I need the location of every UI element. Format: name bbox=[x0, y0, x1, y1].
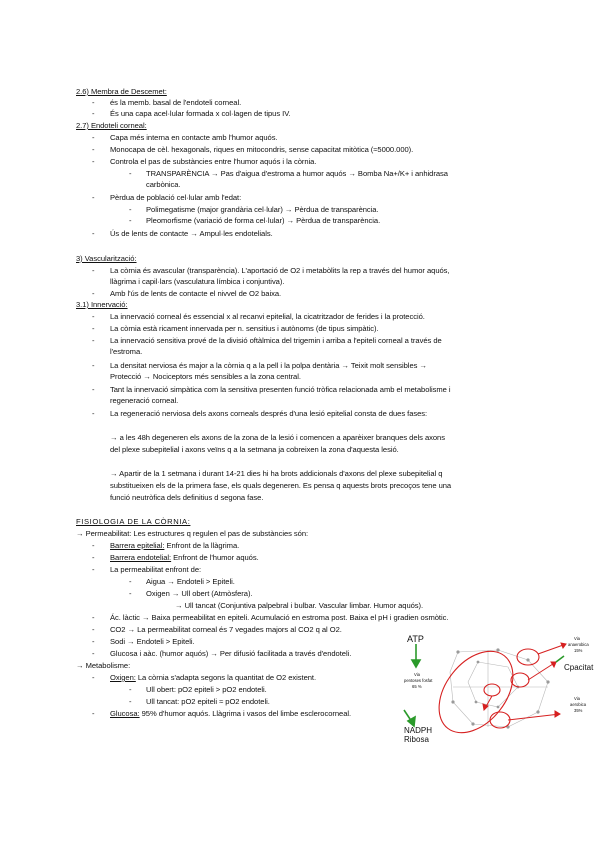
annotation-ellipse-top bbox=[517, 649, 539, 665]
list-item bbox=[110, 541, 239, 550]
list-item: - És una capa acel·lular formada x col·lagen de tipus IV. bbox=[110, 109, 291, 118]
list-item bbox=[110, 553, 259, 562]
paragraph-line: del plexe subepitelial i axons veïns q a la setmana ja cobreixen la zona d'aquesta lesió. bbox=[110, 445, 399, 454]
term: Barrera epitelial: bbox=[110, 541, 165, 550]
list-item: - TRANSPARÈNCIA → Pas d'aigua d'estroma a humor aquós → Bomba Na+/K+ i anhidrasa bbox=[146, 169, 448, 178]
list-item: - Ull obert: pO2 epiteli > pO2 endoteli. bbox=[146, 685, 267, 694]
term: Glucosa: bbox=[110, 709, 140, 718]
definition: 95% d'humor aquós. Llàgrima i vasos del limbe esclerocorneal. bbox=[139, 709, 352, 718]
label-anaerobica: anaerobica bbox=[568, 642, 589, 647]
term: Oxigen: bbox=[110, 673, 136, 682]
list-item: - Sodi → Endoteli > Epiteli. bbox=[110, 637, 195, 646]
list-item-cont: carbònica. bbox=[146, 180, 181, 189]
heading-innervacio: 3.1) Innervació: bbox=[76, 300, 128, 309]
annotation-ellipse-small bbox=[484, 684, 500, 696]
heading-fisiologia: FISIOLOGIA DE LA CÒRNIA: bbox=[76, 517, 191, 526]
paragraph-line: → a les 48h degeneren els axons de la zona de la lesió i comencen a aparèixer branques dels axons bbox=[110, 433, 445, 442]
list-item: - La còrnia és avascular (transparència). L'aportació de O2 i metabòlits la rep a través del humor aquós, bbox=[110, 266, 449, 275]
metabolisme-heading: → Metabolisme: bbox=[76, 661, 131, 670]
list-item: - La permeabilitat enfront de: bbox=[110, 565, 201, 574]
label-aerobica: aerobica bbox=[570, 702, 587, 707]
list-item: - Amb l'ús de lents de contacte el nivvel de O2 baixa. bbox=[110, 289, 281, 298]
permeabilitat-intro: → Permeabilitat: Les estructures q regulen el pas de substàncies són: bbox=[76, 529, 309, 538]
list-item: - Aigua → Endoteli > Epiteli. bbox=[146, 577, 235, 586]
definition: Enfront de la llàgrima. bbox=[164, 541, 240, 550]
definition: La còrnia s'adapta segons la quantitat de O2 existent. bbox=[135, 673, 317, 682]
metabolism-diagram bbox=[388, 632, 598, 742]
list-item: - CO2 → La permeabilitat corneal és 7 vegades majors al CO2 q al O2. bbox=[110, 625, 342, 634]
green-arrows bbox=[404, 644, 564, 726]
heading-endoteli: 2.7) Endoteli corneal: bbox=[76, 121, 147, 130]
annotation-ellipse-mid bbox=[511, 673, 529, 687]
label-pct-bottom: 35% bbox=[574, 708, 583, 713]
paragraph-line: substitueixen els de la primera fase, els quals degeneren. Es pensa q aquests brots precoços tene una bbox=[110, 481, 452, 490]
label-cpacitat: Cpacitat bbox=[564, 663, 594, 672]
definition: Enfront de l'humor aquós. bbox=[171, 553, 259, 562]
heading-descemet: 2.6) Membra de Descemet: bbox=[76, 87, 167, 96]
list-item bbox=[110, 673, 316, 682]
list-item: - La innervació sensitiva prové de la divisió oftàlmica del trigemin i arriba a l'epiteli corneal a través de bbox=[110, 336, 442, 345]
annotation-ellipse-large bbox=[424, 637, 528, 742]
label-atp: ATP bbox=[407, 634, 424, 644]
list-item-cont: llàgrima i capil·lars (vasculatura límbica i conjuntiva). bbox=[110, 277, 285, 286]
list-item: - La innervació corneal és essencial x al recanvi epitelial, la cicatritzador de ferides i la protecció. bbox=[110, 312, 425, 321]
term: Barrera endotelial: bbox=[110, 553, 172, 562]
list-item-cont: l'estroma. bbox=[110, 347, 143, 356]
list-item: - Glucosa i aàc. (humor aquós) → Per difusió facilitada a través d'endoteli. bbox=[110, 649, 351, 658]
label-via-bottom: Via bbox=[574, 696, 580, 701]
paragraph-line: → Apartir de la 1 setmana i durant 14-21 dies hi ha brots addicionals d'axons del plexe subepitelial q bbox=[110, 469, 443, 478]
list-item: - La còrnia està ricament innervada per n. sensitius i autònoms (de tipus simpàtic). bbox=[110, 324, 379, 333]
label-pentoses: pentoses fosfat bbox=[404, 678, 433, 683]
label-pct-top: 15% bbox=[574, 648, 583, 653]
list-item: - Tant la innervació simpàtica com la sensitiva presenten funció tròfica relacionada amb el metabolisme i bbox=[110, 385, 451, 394]
list-item: - La densitat nerviosa és major a la còrnia q a la pell i la polpa dentària → Teixit molt sensibles → bbox=[110, 361, 427, 370]
list-item: - Oxigen → Ull obert (Atmòsfera). bbox=[146, 589, 252, 598]
list-item: - Controla el pas de substàncies entre l'humor aquós i la còrnia. bbox=[110, 157, 316, 166]
label-pct-left: 65 % bbox=[412, 684, 422, 689]
list-item: - Ác. làctic → Baixa permeabilitat en epiteli. Acumulació en estroma post. Baixa el pH i gradien osmòtic. bbox=[110, 613, 448, 622]
list-item: - Pleomorfisme (variació de forma cel·lular) → Pèrdua de transparència. bbox=[146, 216, 380, 225]
list-item-cont: regeneració corneal. bbox=[110, 396, 179, 405]
heading-vascularitzacio: 3) Vascularització: bbox=[76, 254, 137, 263]
annotation-arrows bbox=[483, 643, 566, 720]
list-item: - Capa més interna en contacte amb l'humor aquós. bbox=[110, 133, 278, 142]
list-item: - és la memb. basal de l'endoteli corneal. bbox=[110, 98, 241, 107]
list-item: - Pèrdua de població cel·lular amb l'edat: bbox=[110, 193, 241, 202]
label-via-top: Via bbox=[574, 636, 580, 641]
list-item: - Ús de lents de contacte → Ampul·les endotelials. bbox=[110, 229, 273, 238]
list-item bbox=[110, 709, 351, 718]
annotation-circles bbox=[424, 637, 539, 742]
list-item: - Monocapa de cèl. hexagonals, riques en mitocondris, sense capacitat mitòtica (≈5000.000). bbox=[110, 145, 413, 154]
list-item: - Polimegatisme (major grandària cel·lular) → Pèrdua de transparència. bbox=[146, 205, 379, 214]
label-nadph: NADPH bbox=[404, 726, 433, 735]
paragraph-line: funció neutròfica dels definitius d segona fase. bbox=[110, 493, 264, 502]
annotation-ellipse-bottom bbox=[490, 712, 510, 728]
label-ribosa: Ribosa bbox=[404, 735, 429, 742]
list-item-cont: Protecció → Nociceptors més sensibles a la zona central. bbox=[110, 372, 301, 381]
list-item: - Ull tancat: pO2 epiteli ≈ pO2 endoteli. bbox=[146, 697, 270, 706]
label-via-left: Via bbox=[414, 672, 420, 677]
list-item: - La regeneració nerviosa dels axons corneals després d'una lesió epitelial consta de dues fases: bbox=[110, 409, 427, 418]
list-item-cont: → Ull tancat (Conjuntiva palpebral i bulbar. Vascular limbar. Humor aquós). bbox=[175, 601, 424, 610]
